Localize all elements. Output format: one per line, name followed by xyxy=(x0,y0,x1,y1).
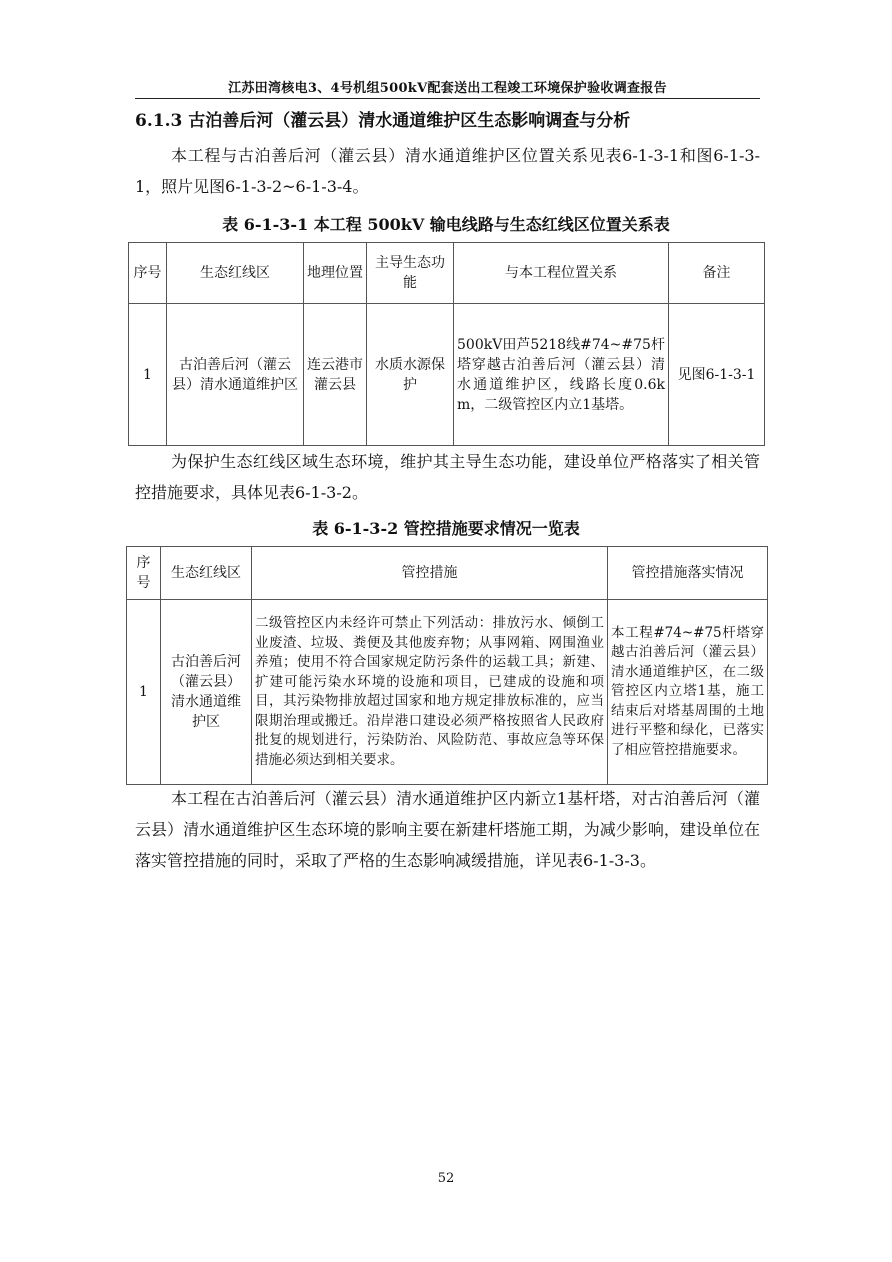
table2-caption: 表 6-1-3-2 管控措施要求情况一览表 xyxy=(312,519,580,538)
table1-cell-seq: 1 xyxy=(129,304,167,446)
table2-cell-measures: 二级管控区内未经许可禁止下列活动：排放污水、倾倒工业废渣、垃圾、粪便及其他废弃物；从事网箱、网围渔业养殖；使用不符合国家规定防污条件的运载工具；新建、扩建可能污染水环境的设施和项目，已建成的设施和项目，其污染物排放超过国家和地方规定排放标准的，应当限期治理或搬迁。沿岸港口建设必须严格按照省人民政府批复的规划进行，污染防治、风险防范、事故应急等环保措施必须达到相关要求。 xyxy=(252,600,608,785)
table1-cell-function: 水质水源保护 xyxy=(367,304,454,446)
conclusion-paragraph: 本工程在古泊善后河（灌云县）清水通道维护区内新立1基杆塔，对古泊善后河（灌云县）清水通道维护区生态环境的影响主要在新建杆塔施工期，为减少影响，建设单位在落实管控措施的同时，采取了严格的生态影响减缓措施，详见表6-1-3-3。 xyxy=(135,789,760,870)
table2-cell-zone: 古泊善后河（灌云县）清水通道维护区 xyxy=(161,600,252,785)
table2-header-zone: 生态红线区 xyxy=(161,547,252,600)
table-row xyxy=(127,600,768,785)
intro-paragraph: 本工程与古泊善后河（灌云县）清水通道维护区位置关系见表6-1-3-1和图6-1-3-1，照片见图6-1-3-2~6-1-3-4。 xyxy=(135,146,760,196)
table1-cell-remark: 见图6-1-3-1 xyxy=(669,304,765,446)
table2-header-row xyxy=(127,547,768,600)
header-rule xyxy=(135,98,760,99)
table1-header-seq: 序号 xyxy=(129,243,167,304)
protect-paragraph: 为保护生态红线区域生态环境，维护其主导生态功能，建设单位严格落实了相关管控措施要求，具体见表6-1-3-2。 xyxy=(135,452,760,502)
table2-header-measures: 管控措施 xyxy=(252,547,608,600)
table2-header-seq: 序号 xyxy=(127,547,161,600)
table1-caption: 表 6-1-3-1 本工程 500kV 输电线路与生态红线区位置关系表 xyxy=(222,215,670,234)
table2-cell-seq: 1 xyxy=(127,600,161,785)
table1-header-location: 地理位置 xyxy=(304,243,367,304)
running-header: 江苏田湾核电3、4号机组500kV配套送出工程竣工环境保护验收调查报告 xyxy=(228,81,667,96)
table1-header-relation: 与本工程位置关系 xyxy=(454,243,669,304)
table1-cell-zone: 古泊善后河（灌云县）清水通道维护区 xyxy=(167,304,304,446)
control-measures-table xyxy=(126,546,768,785)
section-title: 6.1.3 古泊善后河（灌云县）清水通道维护区生态影响调查与分析 xyxy=(135,111,631,131)
table2-cell-status: 本工程#74~#75杆塔穿越古泊善后河（灌云县）清水通道维护区，在二级管控区内立塔1基，施工结束后对塔基周围的土地进行平整和绿化，已落实了相应管控措施要求。 xyxy=(608,600,768,785)
table1-cell-location: 连云港市灌云县 xyxy=(304,304,367,446)
table1-header-zone: 生态红线区 xyxy=(167,243,304,304)
table2-header-status: 管控措施落实情况 xyxy=(608,547,768,600)
table1-header-function: 主导生态功能 xyxy=(367,243,454,304)
page-number: 52 xyxy=(437,1171,455,1186)
table1-header-remark: 备注 xyxy=(669,243,765,304)
table1-header-row xyxy=(129,243,765,304)
position-relation-table xyxy=(128,242,765,446)
table1-cell-relation: 500kV田芦5218线#74~#75杆塔穿越古泊善后河（灌云县）清水通道维护区，线路长度0.6km，二级管控区内立1基塔。 xyxy=(454,304,669,446)
table-row xyxy=(129,304,765,446)
